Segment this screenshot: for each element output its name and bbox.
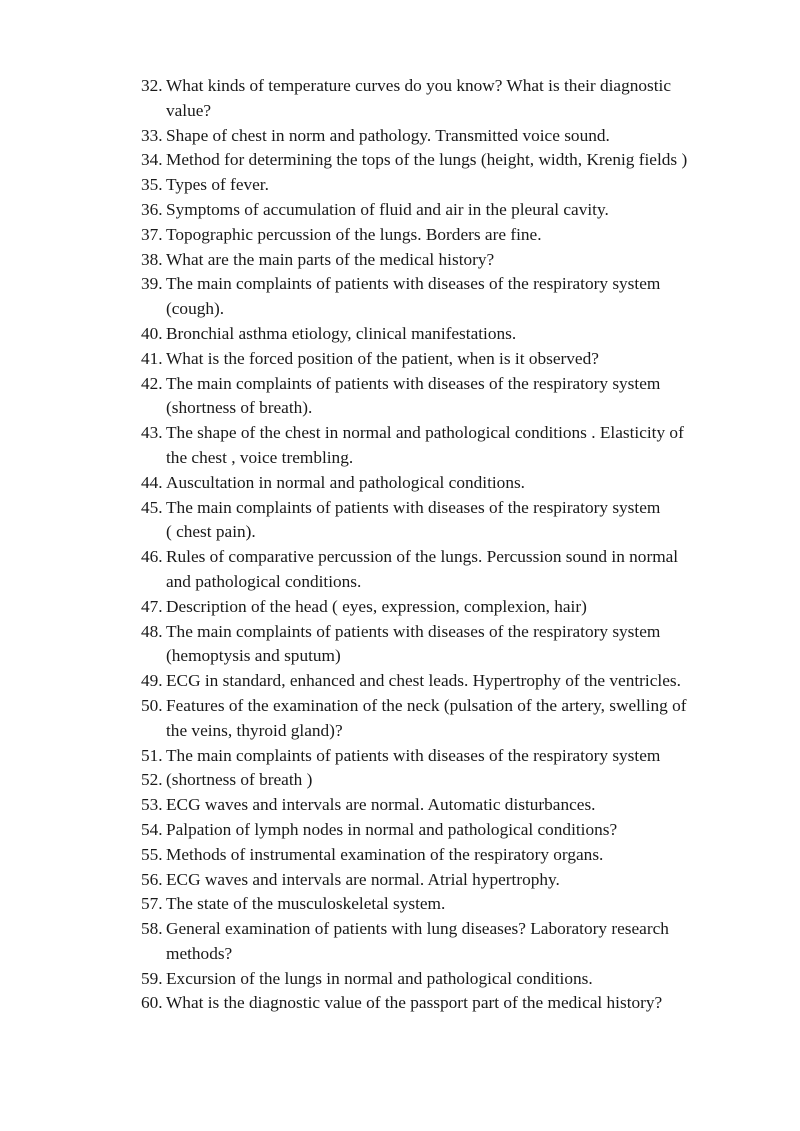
question-text-line: methods?: [166, 943, 233, 963]
question-number: 57.: [141, 894, 163, 914]
question-number: 52.: [141, 770, 163, 790]
question-text-line: Palpation of lymph nodes in normal and pathological conditions?: [166, 819, 618, 839]
question-text: [166, 545, 741, 595]
question-number: 54.: [141, 819, 163, 839]
question-text: [166, 917, 741, 967]
question-text-line: Methods of instrumental examination of the respiratory organs.: [166, 844, 604, 864]
question-item: [141, 595, 741, 620]
question-number: 60.: [141, 993, 163, 1013]
question-text-line: The main complaints of patients with diseases of the respiratory system: [166, 497, 661, 517]
question-text-line: The shape of the chest in normal and pathological conditions . Elasticity of: [166, 423, 684, 443]
question-text-line: The main complaints of patients with diseases of the respiratory system: [166, 274, 661, 294]
question-text-line: The state of the musculoskeletal system.: [166, 894, 446, 914]
question-text: [166, 148, 741, 173]
question-number: 32.: [141, 76, 163, 95]
question-number: 58.: [141, 919, 163, 939]
question-item: [141, 124, 741, 149]
question-number: 34.: [141, 150, 163, 170]
question-number: 59.: [141, 968, 163, 988]
question-number: 38.: [141, 249, 163, 269]
question-text-line: Topographic percussion of the lungs. Borders are fine.: [166, 224, 542, 244]
question-text: [166, 347, 741, 372]
question-item: [141, 991, 741, 1016]
question-item: [141, 471, 741, 496]
question-number: 41.: [141, 348, 163, 368]
question-text: [166, 421, 741, 471]
question-item: [141, 768, 741, 793]
question-item: [141, 223, 741, 248]
question-text-line: ECG waves and intervals are normal. Atrial hypertrophy.: [166, 869, 560, 889]
question-number: 40.: [141, 323, 163, 343]
question-item: [141, 694, 741, 744]
question-item: [141, 272, 741, 322]
question-item: [141, 917, 741, 967]
question-item: [141, 421, 741, 471]
question-text-line: Auscultation in normal and pathological conditions.: [166, 472, 525, 492]
question-text: [166, 892, 741, 917]
question-number: 50.: [141, 695, 163, 715]
question-text-line: the veins, thyroid gland)?: [166, 720, 343, 740]
question-item: [141, 744, 741, 769]
question-item: [141, 372, 741, 422]
question-text: [166, 471, 741, 496]
question-item: [141, 892, 741, 917]
question-text: [166, 620, 741, 670]
question-number: 56.: [141, 869, 163, 889]
question-item: [141, 148, 741, 173]
question-item: [141, 818, 741, 843]
question-list: [141, 74, 741, 1016]
question-text-line: Types of fever.: [166, 175, 269, 195]
question-item: [141, 248, 741, 273]
question-text-line: (hemoptysis and sputum): [166, 646, 341, 666]
question-number: 39.: [141, 274, 163, 294]
question-item: [141, 843, 741, 868]
question-text-line: and pathological conditions.: [166, 571, 362, 591]
question-text: [166, 124, 741, 149]
question-text: [166, 272, 741, 322]
question-text: [166, 74, 741, 124]
question-text: [166, 843, 741, 868]
question-text: [166, 198, 741, 223]
question-text-line: (shortness of breath ): [166, 770, 313, 790]
question-text: [166, 744, 741, 769]
question-text-line: the chest , voice trembling.: [166, 447, 354, 467]
question-text-line: What are the main parts of the medical history?: [166, 249, 495, 269]
question-item: [141, 545, 741, 595]
question-number: 47.: [141, 596, 163, 616]
question-text-line: (cough).: [166, 299, 225, 319]
question-text-line: Features of the examination of the neck (pulsation of the artery, swelling of: [166, 695, 687, 715]
question-text-line: What kinds of temperature curves do you know? What is their diagnostic: [166, 76, 672, 95]
question-text-line: What is the forced position of the patient, when is it observed?: [166, 348, 599, 368]
question-text: [166, 793, 741, 818]
question-number: 55.: [141, 844, 163, 864]
question-text-line: ECG in standard, enhanced and chest leads. Hypertrophy of the ventricles.: [166, 671, 681, 691]
question-text-line: Symptoms of accumulation of fluid and air in the pleural cavity.: [166, 199, 609, 219]
question-number: 33.: [141, 125, 163, 145]
question-text-line: The main complaints of patients with diseases of the respiratory system: [166, 745, 661, 765]
question-text-line: Method for determining the tops of the lungs (height, width, Krenig fields ): [166, 150, 688, 170]
question-number: 45.: [141, 497, 163, 517]
question-item: [141, 868, 741, 893]
question-number: 53.: [141, 795, 163, 815]
question-text: [166, 595, 741, 620]
question-item: [141, 967, 741, 992]
question-text: [166, 173, 741, 198]
question-text-line: ( chest pain).: [166, 522, 256, 542]
question-text: [166, 496, 741, 546]
question-text: [166, 768, 741, 793]
question-text: [166, 372, 741, 422]
question-number: 42.: [141, 373, 163, 393]
question-number: 51.: [141, 745, 163, 765]
question-text-line: Excursion of the lungs in normal and pathological conditions.: [166, 968, 593, 988]
question-text-line: Bronchial asthma etiology, clinical manifestations.: [166, 323, 517, 343]
question-item: [141, 322, 741, 347]
question-item: [141, 173, 741, 198]
question-text-line: Shape of chest in norm and pathology. Transmitted voice sound.: [166, 125, 610, 145]
question-number: 36.: [141, 199, 163, 219]
question-text: [166, 322, 741, 347]
question-item: [141, 347, 741, 372]
question-text-line: Rules of comparative percussion of the lungs. Percussion sound in normal: [166, 547, 679, 567]
question-item: [141, 198, 741, 223]
question-number: 48.: [141, 621, 163, 641]
question-number: 44.: [141, 472, 163, 492]
question-number: 43.: [141, 423, 163, 443]
question-item: [141, 620, 741, 670]
question-number: 37.: [141, 224, 163, 244]
question-text: [166, 694, 741, 744]
question-text: [166, 223, 741, 248]
question-number: 35.: [141, 175, 163, 195]
question-text: [166, 818, 741, 843]
question-text-line: The main complaints of patients with diseases of the respiratory system: [166, 621, 661, 641]
question-text: [166, 669, 741, 694]
question-number: 46.: [141, 547, 163, 567]
question-text-line: General examination of patients with lung diseases? Laboratory research: [166, 919, 669, 939]
question-item: [141, 496, 741, 546]
question-text: [166, 868, 741, 893]
question-text: [166, 248, 741, 273]
question-text-line: The main complaints of patients with diseases of the respiratory system: [166, 373, 661, 393]
question-item: [141, 669, 741, 694]
question-item: [141, 793, 741, 818]
question-text-line: What is the diagnostic value of the passport part of the medical history?: [166, 993, 663, 1013]
question-text-line: (shortness of breath).: [166, 398, 313, 418]
question-text-line: Description of the head ( eyes, expression, complexion, hair): [166, 596, 587, 616]
question-text-line: value?: [166, 100, 212, 120]
question-text: [166, 991, 741, 1016]
question-text-line: ECG waves and intervals are normal. Automatic disturbances.: [166, 795, 596, 815]
question-text: [166, 967, 741, 992]
question-number: 49.: [141, 671, 163, 691]
question-item: [141, 74, 741, 124]
